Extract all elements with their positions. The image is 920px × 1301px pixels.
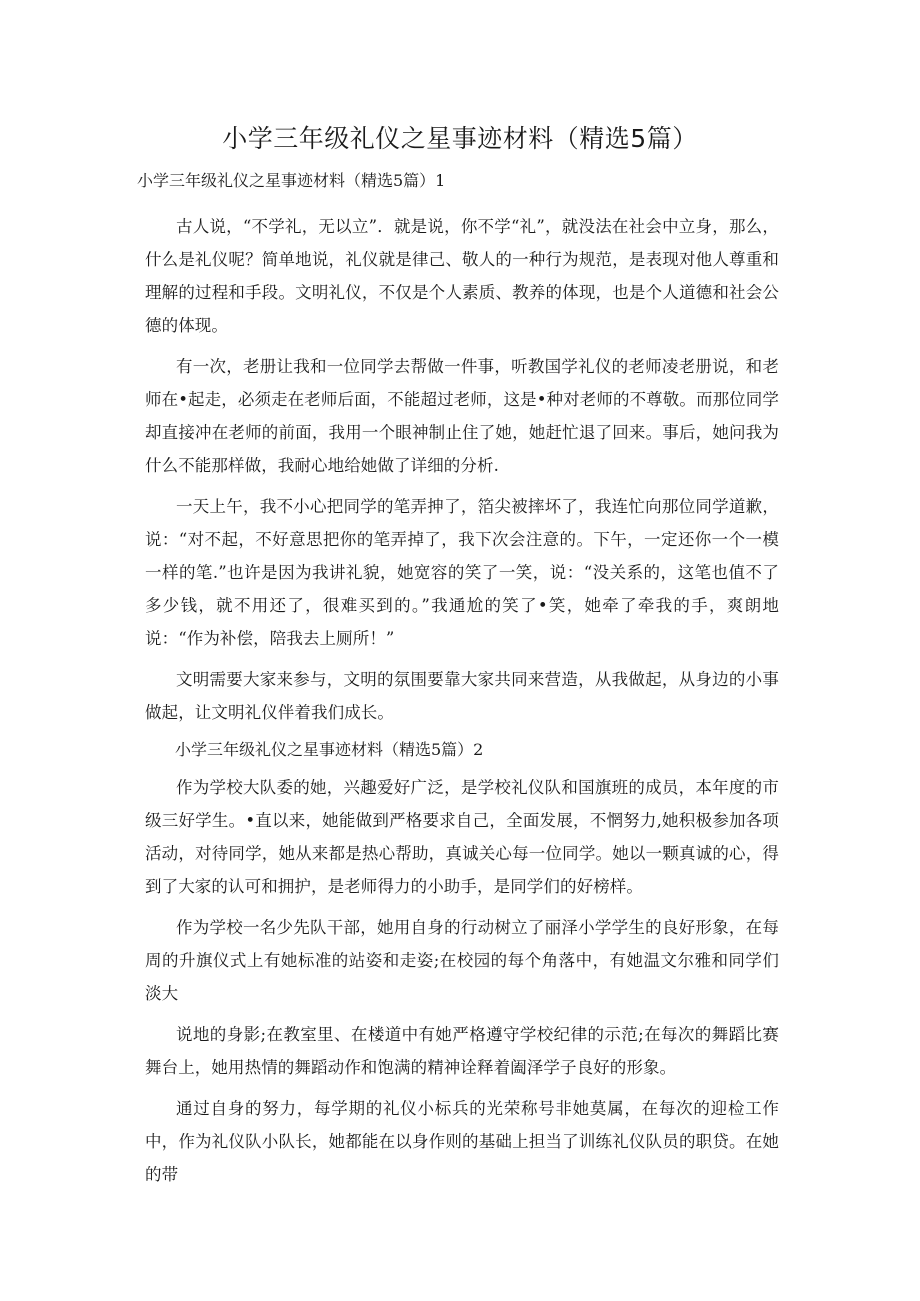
paragraph: 作为学校一名少先队干部，她用自身的行动树立了丽泽小学学生的良好形象，在每周的升旗仪式上有她标准的站姿和走姿;在校园的每个角落中，有她温文尔雅和同学们淡大 <box>145 918 779 1003</box>
paragraph: 一天上午，我不小心把同学的笔弄抻了，箔尖被摔坏了，我连忙向那位同学道歉，说：“对不起，不好意思把你的笔弄掉了，我下次会注意的。下午，一定还你一个一模一样的笔.”也许是因为我讲礼貌，她宽容的笑了一笑，说：“没关系的，这笔也值不了多少钱，就不用还了，很难买到的。”我通尬的笑了•笑，她牵了牵我的手，爽朗地说：“作为补偿，陪我去上厕所！” <box>145 497 779 648</box>
document-title: 小学三年级礼仪之星事迹材料（精选5篇） <box>222 124 698 153</box>
document-body <box>137 168 779 1191</box>
section-heading-2: 小学三年级礼仪之星事迹材料（精选5篇）2 <box>175 740 484 759</box>
paragraph: 古人说，“不学礼，无以立”．就是说，你不学“礼”，就没法在社会中立身，那么，什么是礼仪呢？简单地说，礼仪就是律己、敬人的一种行为规范，是表现对他人尊重和理解的过程和手段。文明礼仪，不仅是个人素质、教养的体现，也是个人道德和社会公德的体现。 <box>145 217 779 335</box>
paragraph: 通过自身的努力，每学期的礼仪小标兵的光荣称号非她莫属，在每次的迎检工作中，作为礼仪队小队长，她都能在以身作则的基础上担当了训练礼仪队员的职贷。在她的带 <box>145 1099 779 1184</box>
paragraph: 作为学校大队委的她，兴趣爱好广泛，是学校礼仪队和国旗班的成员，本年度的市级三好学生。•直以来，她能做到严格要求自己，全面发展，不惘努力,她积极参加各项活动，对待同学，她从来都是热心帮助，真诚关心每一位同学。她以一颗真诚的心，得到了大家的认可和拥护，是老师得力的小助手，是同学们的好榜样。 <box>145 778 779 896</box>
section-heading-1: 小学三年级礼仪之星事迹材料（精选5篇）1 <box>137 171 446 190</box>
paragraph: 说地的身影;在教室里、在楼道中有她严格遵守学校纪律的示范;在每次的舞蹈比赛舞台上，她用热情的舞蹈动作和饱满的精神诠释着阖泽学子良好的形象。 <box>145 1025 779 1077</box>
paragraph: 文明需要大家来参与，文明的氛围要靠大家共同来营造，从我做起，从身边的小事做起，让文明礼仪伴着我们成长。 <box>145 670 779 722</box>
paragraph: 有一次，老册让我和一位同学去帮做一件事，听教国学礼仪的老师凌老册说，和老师在•起走，必须走在老师后面，不能超过老师，这是•种对老师的不尊敬。而那位同学却直接冲在老师的前面，我用一个眼神制止住了她，她赶忙退了回来。事后，她问我为什么不能那样做，我耐心地给她做了详细的分析. <box>145 357 779 475</box>
